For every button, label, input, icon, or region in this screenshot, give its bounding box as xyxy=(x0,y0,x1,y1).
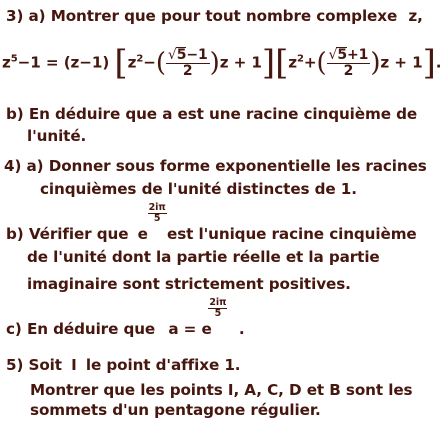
q3b-line-2 xyxy=(27,127,86,145)
q4c-exp-num: 2iπ xyxy=(209,297,227,308)
q4a-text-1: Donner sous forme exponentielle les racines xyxy=(48,157,427,175)
eq-z1b: z + 1 xyxy=(380,53,423,72)
frac1-den: 2 xyxy=(182,63,193,79)
q4a-line-2 xyxy=(40,180,357,198)
q4b-exp-num: 2iπ xyxy=(148,202,166,213)
q3b-text-1: En déduire que a est une racine cinquième de xyxy=(28,105,418,123)
q5-label: 5) xyxy=(6,356,24,374)
q4a-text-2: cinquièmes de l'unité distinctes de 1. xyxy=(40,180,357,198)
sqrt-sign-2: √ xyxy=(328,47,338,63)
q5-text-1b: le point d'affixe 1. xyxy=(85,356,241,374)
q5-line-3 xyxy=(30,401,321,419)
q4b-text-1a: Vérifier que xyxy=(28,225,129,243)
q4a-line-1 xyxy=(4,157,427,175)
eq-lhs: z xyxy=(2,53,11,72)
frac2-den: 2 xyxy=(343,63,354,79)
eq-lhs-rest: −1 = (z−1) xyxy=(17,53,110,72)
bracket-open-1: [ xyxy=(114,43,128,83)
q4b-line-2 xyxy=(27,248,380,266)
q4b-label: b) xyxy=(6,225,24,243)
eq-z2b: z xyxy=(288,53,297,72)
q4b-exp-den: 5 xyxy=(153,213,161,224)
paren-close-1: ) xyxy=(209,48,220,78)
paren-open-2: ( xyxy=(316,48,327,78)
q4a-label: 4) a) xyxy=(4,157,44,175)
sqrt-sign-1: √ xyxy=(167,47,177,63)
q4c-exp-den: 5 xyxy=(214,308,222,319)
q5-text-1a: Soit xyxy=(28,356,62,374)
q3b-line-1 xyxy=(6,105,417,123)
q4b-exp-frac xyxy=(148,203,167,224)
q3a-equation xyxy=(2,43,441,83)
q4b-e: e xyxy=(137,225,148,243)
eq-z1a: z + 1 xyxy=(219,53,262,72)
q3b-label: b) xyxy=(6,105,24,123)
q5-text-3: sommets d'un pentagone régulier. xyxy=(30,401,321,419)
q4c-period: . xyxy=(238,320,245,338)
eq-exp2b: 2 xyxy=(297,53,304,65)
frac-2 xyxy=(327,47,371,79)
q5-text-2: Montrer que les points I, A, C, D et B sont les xyxy=(30,381,413,399)
eq-plus: + xyxy=(303,53,317,72)
eq-z2a: z xyxy=(127,53,137,72)
frac1-m1: −1 xyxy=(186,47,208,63)
q4b-text-2: de l'unité dont la partie réelle et la partie xyxy=(27,248,380,266)
q5-point-I: I xyxy=(71,356,77,374)
q4b-line-3 xyxy=(27,275,351,293)
eq-exp2a: 2 xyxy=(136,53,144,65)
q3a-label: 3) a) xyxy=(6,7,46,25)
sqrt5-1: 5 xyxy=(176,47,187,63)
eq-exp5: 5 xyxy=(10,53,18,65)
q4c-exp-frac xyxy=(208,298,227,319)
bracket-open-2: [ xyxy=(275,43,289,83)
eq-minus: − xyxy=(143,53,156,72)
q4b-text-3: imaginaire sont strictement positives. xyxy=(27,275,351,293)
q4b-text-1b: est l'unique racine cinquième xyxy=(167,225,417,243)
frac2-p1: +1 xyxy=(347,47,369,63)
paren-close-2: ) xyxy=(370,48,381,78)
q4c-label: c) xyxy=(6,320,22,338)
q5-line-2 xyxy=(30,381,413,399)
eq-period: . xyxy=(435,53,441,72)
frac-1 xyxy=(166,47,210,79)
paren-open-1: ( xyxy=(155,48,166,78)
q4c-eq: a = e xyxy=(168,320,212,338)
q3b-text-2: l'unité. xyxy=(27,127,87,145)
q4c-text: En déduire que xyxy=(26,320,156,338)
q3a-var-z: z, xyxy=(408,7,423,25)
sqrt5-2: 5 xyxy=(337,47,348,63)
q3a-text: Montrer que pour tout nombre complexe xyxy=(50,7,398,25)
bracket-close-1: ] xyxy=(261,43,276,83)
q3a-line xyxy=(6,7,423,25)
q5-line-1 xyxy=(6,356,240,374)
bracket-close-2: ] xyxy=(422,43,436,83)
